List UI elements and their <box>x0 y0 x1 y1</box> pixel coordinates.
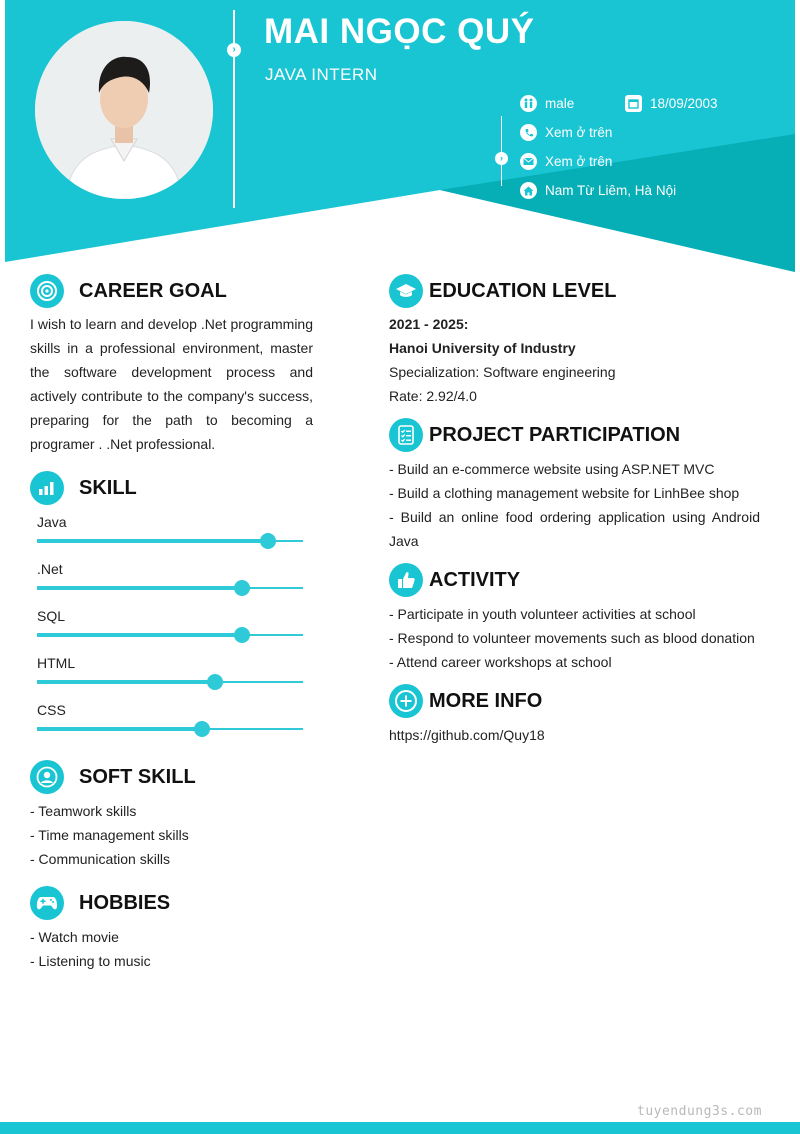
education-title: EDUCATION LEVEL <box>429 279 617 302</box>
gamepad-icon <box>30 886 64 920</box>
full-name: MAI NGỌC QUÝ <box>264 12 535 51</box>
list-item: - Build a clothing management website for LinhBee shop <box>389 485 740 501</box>
skill-bar-knob <box>194 721 210 737</box>
email-icon <box>520 153 537 170</box>
activity-title: ACTIVITY <box>429 568 521 591</box>
list-item: - Communication skills <box>30 851 171 867</box>
education-specialization: Specialization: Software engineering <box>389 364 616 380</box>
address-row <box>520 182 676 199</box>
thumbs-up-icon <box>389 563 423 597</box>
education-header <box>389 274 616 308</box>
education-period: 2021 - 2025: <box>389 316 469 332</box>
skill-bar <box>37 540 303 542</box>
watermark: tuyendung3s.com <box>637 1104 762 1119</box>
skill-bar-knob <box>234 627 250 643</box>
career-goal-line: programer . .Net professional. <box>30 436 216 452</box>
list-item: - Respond to volunteer movements such as blood donation <box>389 630 755 646</box>
list-item: - Time management skills <box>30 827 189 843</box>
gender-icon <box>520 95 537 112</box>
skill-bar-knob <box>234 580 250 596</box>
hobbies-list <box>30 925 151 973</box>
skill-bar <box>37 587 303 589</box>
more-info-header <box>389 684 542 718</box>
skill-title: SKILL <box>79 476 137 499</box>
chevron-right-icon: › <box>495 152 508 165</box>
job-title: JAVA INTERN <box>265 65 378 84</box>
skill-label: HTML <box>37 655 76 671</box>
activity-header <box>389 563 520 597</box>
checklist-icon <box>389 418 423 452</box>
list-item: - Build an e-commerce website using ASP.NET MVC <box>389 461 715 477</box>
target-icon <box>30 274 64 308</box>
skill-label: Java <box>37 514 67 530</box>
skill-bar-fill <box>37 727 202 731</box>
skill-label: .Net <box>37 561 63 577</box>
skill-bar-fill <box>37 680 215 684</box>
avatar <box>35 21 213 199</box>
footer-bar <box>0 1122 800 1134</box>
career-goal-title: CAREER GOAL <box>79 279 227 302</box>
graduation-cap-icon <box>389 274 423 308</box>
header-divider <box>233 10 235 208</box>
projects-header <box>389 418 680 452</box>
more-info-link[interactable]: https://github.com/Quy18 <box>389 727 545 743</box>
skill-bar-fill <box>37 586 242 590</box>
contact-divider <box>501 116 502 186</box>
hobbies-title: HOBBIES <box>79 891 171 914</box>
user-icon <box>30 760 64 794</box>
hobbies-header <box>30 886 170 920</box>
skill-bar <box>37 681 303 683</box>
skill-label: CSS <box>37 702 66 718</box>
phone-icon <box>520 124 537 141</box>
phone-row <box>520 124 612 141</box>
soft-skill-header <box>30 760 196 794</box>
home-icon <box>520 182 537 199</box>
list-item: - Attend career workshops at school <box>389 654 612 670</box>
plus-circle-icon <box>389 684 423 718</box>
list-item: - Build an online food ordering application using Android <box>389 509 760 525</box>
career-goal-line: the software development process and <box>30 364 313 380</box>
skill-bar-knob <box>207 674 223 690</box>
career-goal-line: preparing for the path to becoming a <box>30 412 313 428</box>
career-goal-header <box>30 274 227 308</box>
calendar-icon <box>625 95 642 112</box>
email-value: Xem ở trên <box>545 154 613 169</box>
gender-row <box>520 95 574 112</box>
list-item: - Listening to music <box>30 953 151 969</box>
skill-bar-knob <box>260 533 276 549</box>
soft-skill-title: SOFT SKILL <box>79 765 196 788</box>
skill-bar <box>37 634 303 636</box>
projects-list <box>389 457 760 553</box>
bar-chart-icon <box>30 471 64 505</box>
activity-list <box>389 602 755 674</box>
email-row <box>520 153 612 170</box>
address-value: Nam Từ Liêm, Hà Nội <box>545 183 677 198</box>
chevron-right-icon: › <box>227 43 241 57</box>
list-item: - Watch movie <box>30 929 119 945</box>
gender-value: male <box>545 96 575 111</box>
career-goal-line: I wish to learn and develop .Net programming <box>30 316 313 332</box>
birthdate-value: 18/09/2003 <box>650 96 718 111</box>
career-goal-line: skills in a professional environment, master <box>30 340 313 356</box>
skill-bar <box>37 728 303 730</box>
education-rate: Rate: 2.92/4.0 <box>389 388 477 404</box>
career-goal-line: actively contribute to the company's success, <box>30 388 313 404</box>
list-item: - Participate in youth volunteer activities at school <box>389 606 696 622</box>
skill-bar-fill <box>37 539 268 543</box>
education-details <box>389 312 615 408</box>
skill-bar-fill <box>37 633 242 637</box>
career-goal-text <box>30 312 313 456</box>
skill-label: SQL <box>37 608 66 624</box>
soft-skill-list <box>30 799 189 871</box>
list-item: Java <box>389 533 419 549</box>
birthdate-row <box>625 95 718 112</box>
skill-header <box>30 471 137 505</box>
list-item: - Teamwork skills <box>30 803 137 819</box>
phone-value: Xem ở trên <box>545 125 613 140</box>
more-info-title: MORE INFO <box>429 689 543 712</box>
education-school: Hanoi University of Industry <box>389 340 576 356</box>
projects-title: PROJECT PARTICIPATION <box>429 423 681 446</box>
